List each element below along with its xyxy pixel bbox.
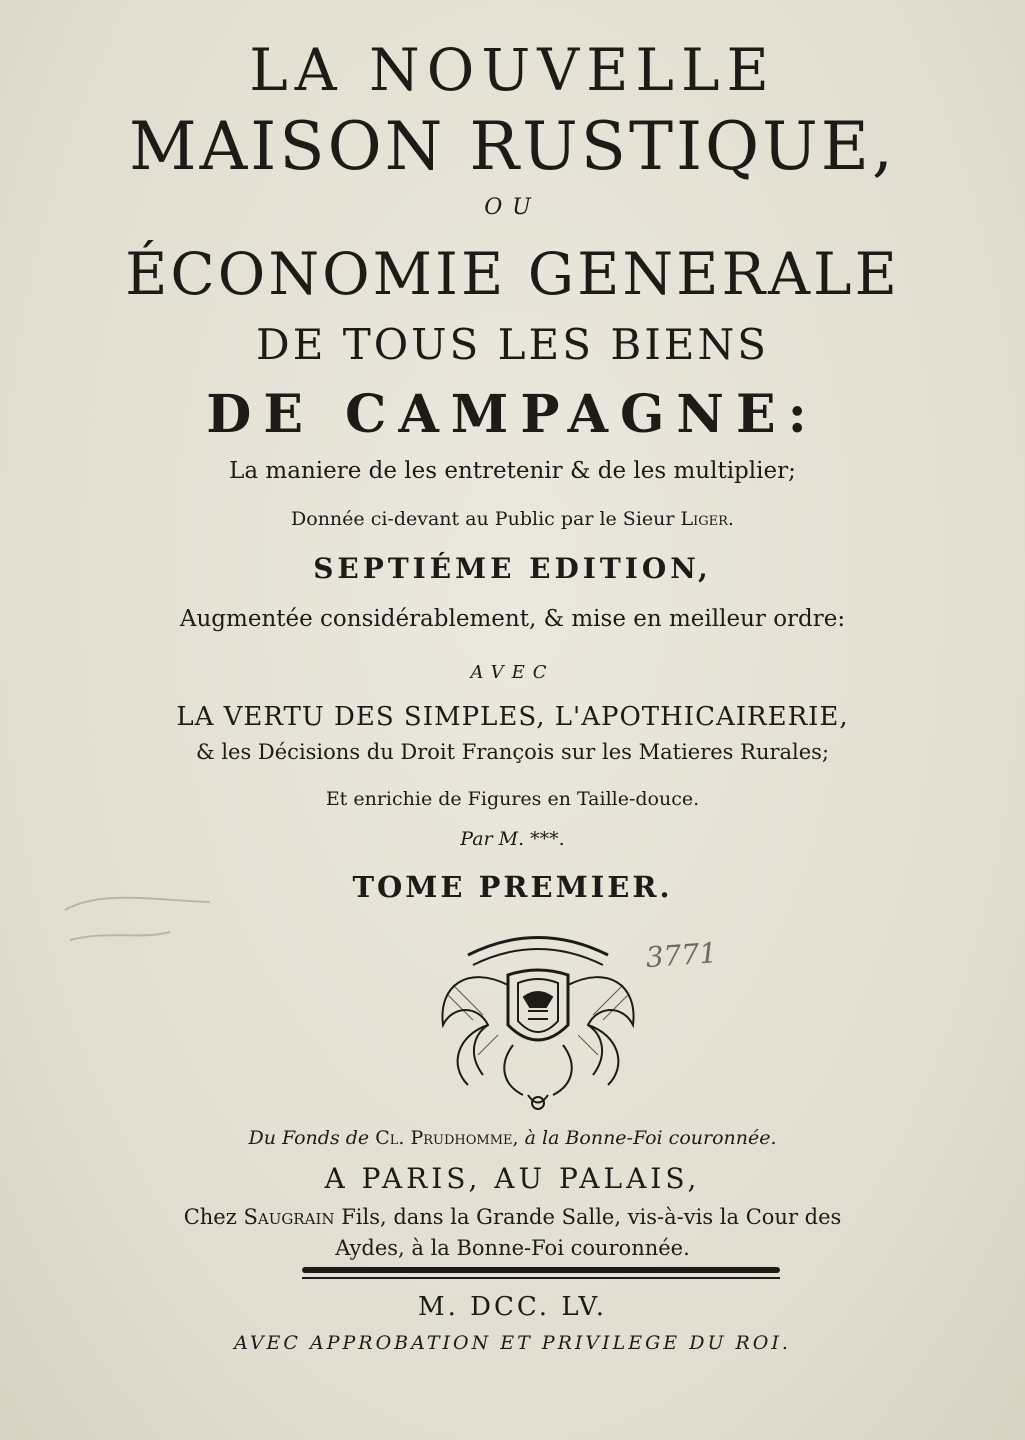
title-line-1: LA NOUVELLE <box>249 36 776 104</box>
title-ou: OU <box>484 195 541 220</box>
bookseller-saugrain: Saugrain <box>243 1205 335 1229</box>
imprint-fonds-a: Du Fonds de <box>248 1127 370 1149</box>
imprint-rule-thin <box>302 1277 780 1279</box>
printers-device-emblem <box>428 925 648 1115</box>
imprint-aydes-line: Aydes, à la Bonne-Foi couronnée. <box>335 1236 690 1260</box>
title-line-5: DE CAMPAGNE: <box>206 384 819 445</box>
subtitle-line-2 <box>0 508 1025 530</box>
edition-line: SEPTIÉME EDITION, <box>313 552 712 585</box>
imprint-rule-thick <box>302 1267 780 1273</box>
tome-line: TOME PREMIER. <box>352 870 673 904</box>
publisher-prudhomme: Cl. Prudhomme, <box>375 1127 519 1149</box>
vertu-line: LA VERTU DES SIMPLES, L'APOTHICAIRERIE, <box>176 702 849 732</box>
ink-stain <box>60 880 220 960</box>
imprint-chez-c: Fils, dans la Grande Salle, vis-à-vis la Cour des <box>341 1205 842 1229</box>
avec-line: AVEC <box>470 662 555 683</box>
imprint-fonds-c: à la Bonne-Foi couronnée. <box>524 1127 777 1149</box>
title-line-2: MAISON RUSTIQUE, <box>129 108 896 185</box>
imprint-fonds-line <box>0 1127 1025 1149</box>
emblem-motto <box>0 930 1 931</box>
augmented-line: Augmentée considérablement, & mise en meilleur ordre: <box>179 606 846 632</box>
subtitle-line-1: La maniere de les entretenir & de les multiplier; <box>229 458 796 484</box>
subtitle-line-2-text: Donnée ci-devant au Public par le Sieur <box>291 508 675 530</box>
imprint-chez-line <box>0 1205 1025 1229</box>
author-line: Par M. ***. <box>460 828 565 850</box>
title-line-3: ÉCONOMIE GENERALE <box>125 240 900 308</box>
decisions-line: & les Décisions du Droit François sur les Matieres Rurales; <box>195 740 830 764</box>
author-name-liger: Liger. <box>680 508 734 530</box>
imprint-year: M. DCC. LV. <box>417 1292 608 1322</box>
privilege-line: AVEC APPROBATION ET PRIVILEGE DU ROI. <box>234 1332 791 1354</box>
title-line-4: DE TOUS LES BIENS <box>256 320 769 369</box>
imprint-city-line: A PARIS, AU PALAIS, <box>324 1162 701 1195</box>
figures-line: Et enrichie de Figures en Taille-douce. <box>325 788 700 810</box>
imprint-chez-a: Chez <box>183 1205 237 1229</box>
handwritten-shelfmark: 3771 <box>644 936 719 975</box>
